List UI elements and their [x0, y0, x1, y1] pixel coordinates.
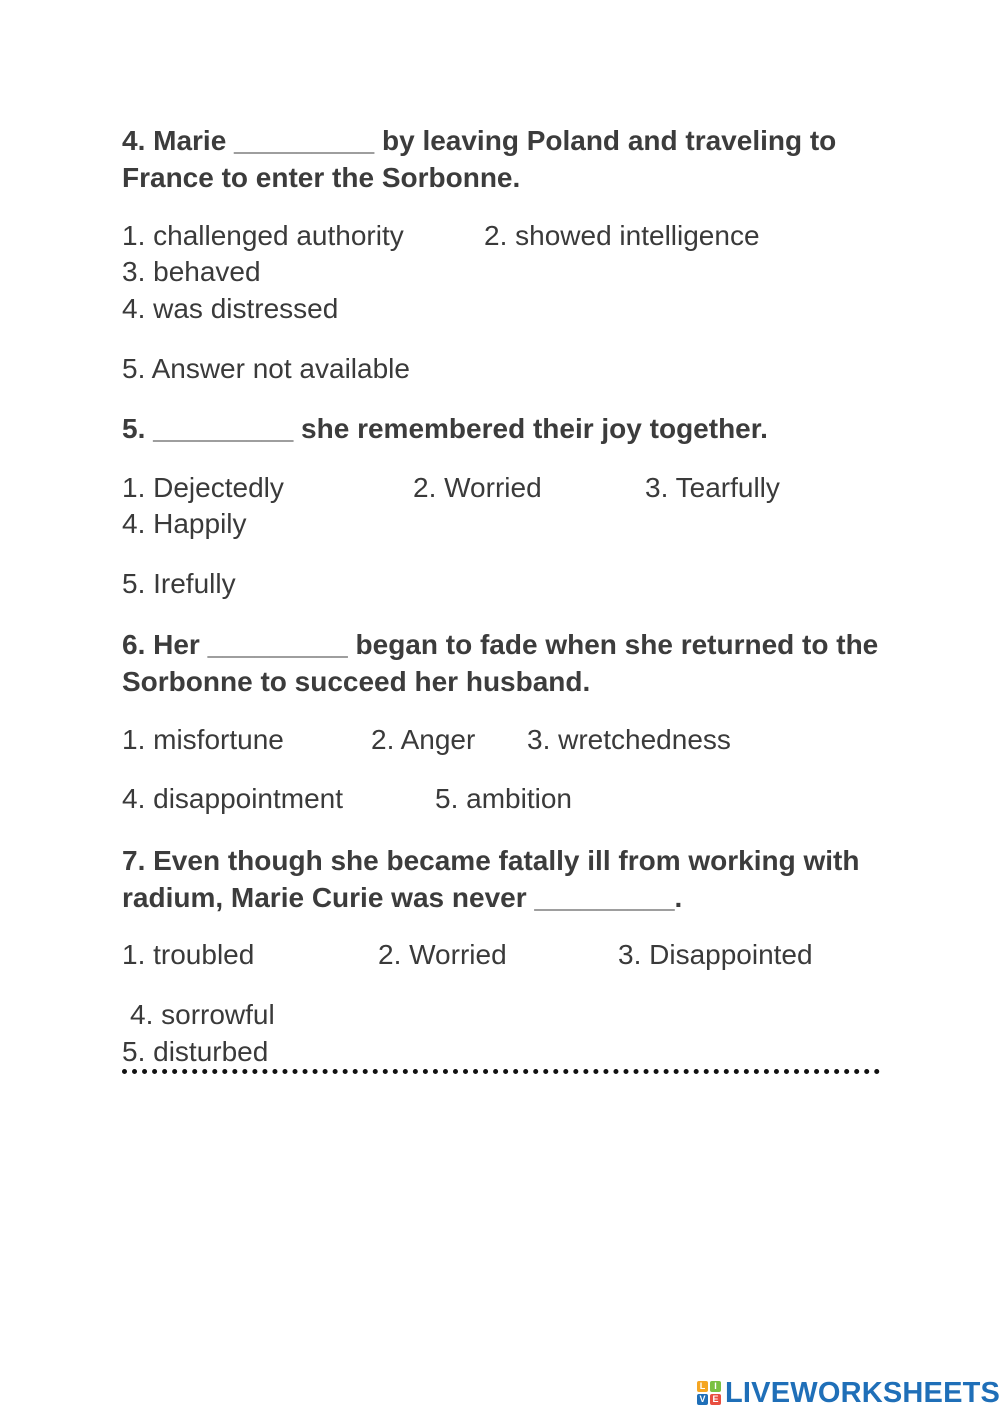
question-4-option-4[interactable]: 4. was distressed: [122, 293, 339, 324]
question-4-option-5[interactable]: 5. Answer not available: [122, 353, 410, 384]
question-4-option-3[interactable]: 3. behaved: [122, 256, 261, 287]
question-6-option-2[interactable]: 2. Anger: [371, 724, 476, 755]
question-5-option-2[interactable]: 2. Worried: [413, 472, 542, 503]
question-7-option-1[interactable]: 1. troubled: [122, 939, 255, 970]
dotted-divider: [122, 1069, 880, 1074]
question-5-prompt: 5. _________ she remembered their joy together.: [122, 413, 768, 444]
logo-icon-cell: L: [697, 1381, 708, 1392]
question-4-prompt: 4. Marie _________ by leaving Poland and traveling to France to enter the Sorbonne.: [122, 125, 837, 193]
question-7-option-4[interactable]: 4. sorrowful: [130, 999, 275, 1030]
question-7-option-3[interactable]: 3. Disappointed: [618, 939, 813, 970]
logo-icon-cell: E: [710, 1394, 721, 1405]
question-7-option-5[interactable]: 5. disturbed: [122, 1036, 269, 1067]
question-5-option-4[interactable]: 4. Happily: [122, 508, 247, 539]
liveworksheets-logo-text: LIVEWORKSHEETS: [725, 1376, 1000, 1409]
question-4-option-1[interactable]: 1. challenged authority: [122, 220, 404, 251]
question-7-prompt: 7. Even though she became fatally ill from working with radium, Marie Curie was never _________.: [122, 845, 860, 913]
question-6-option-1[interactable]: 1. misfortune: [122, 724, 284, 755]
question-5-option-1[interactable]: 1. Dejectedly: [122, 472, 284, 503]
question-7-option-2[interactable]: 2. Worried: [378, 939, 507, 970]
question-6-option-4[interactable]: 4. disappointment: [122, 783, 344, 814]
logo-icon-cell: V: [697, 1394, 708, 1405]
question-4-option-2[interactable]: 2. showed intelligence: [484, 220, 760, 251]
question-6-prompt: 6. Her _________ began to fade when she returned to the Sorbonne to succeed her husband.: [122, 629, 879, 697]
question-5-option-5[interactable]: 5. Irefully: [122, 568, 236, 599]
question-6-option-3[interactable]: 3. wretchedness: [527, 724, 731, 755]
liveworksheets-logo-icon: [697, 1381, 721, 1405]
question-5-option-3[interactable]: 3. Tearfully: [645, 472, 780, 503]
liveworksheets-logo: [697, 1374, 1000, 1412]
question-6-option-5[interactable]: 5. ambition: [435, 783, 572, 814]
logo-icon-cell: I: [710, 1381, 721, 1392]
